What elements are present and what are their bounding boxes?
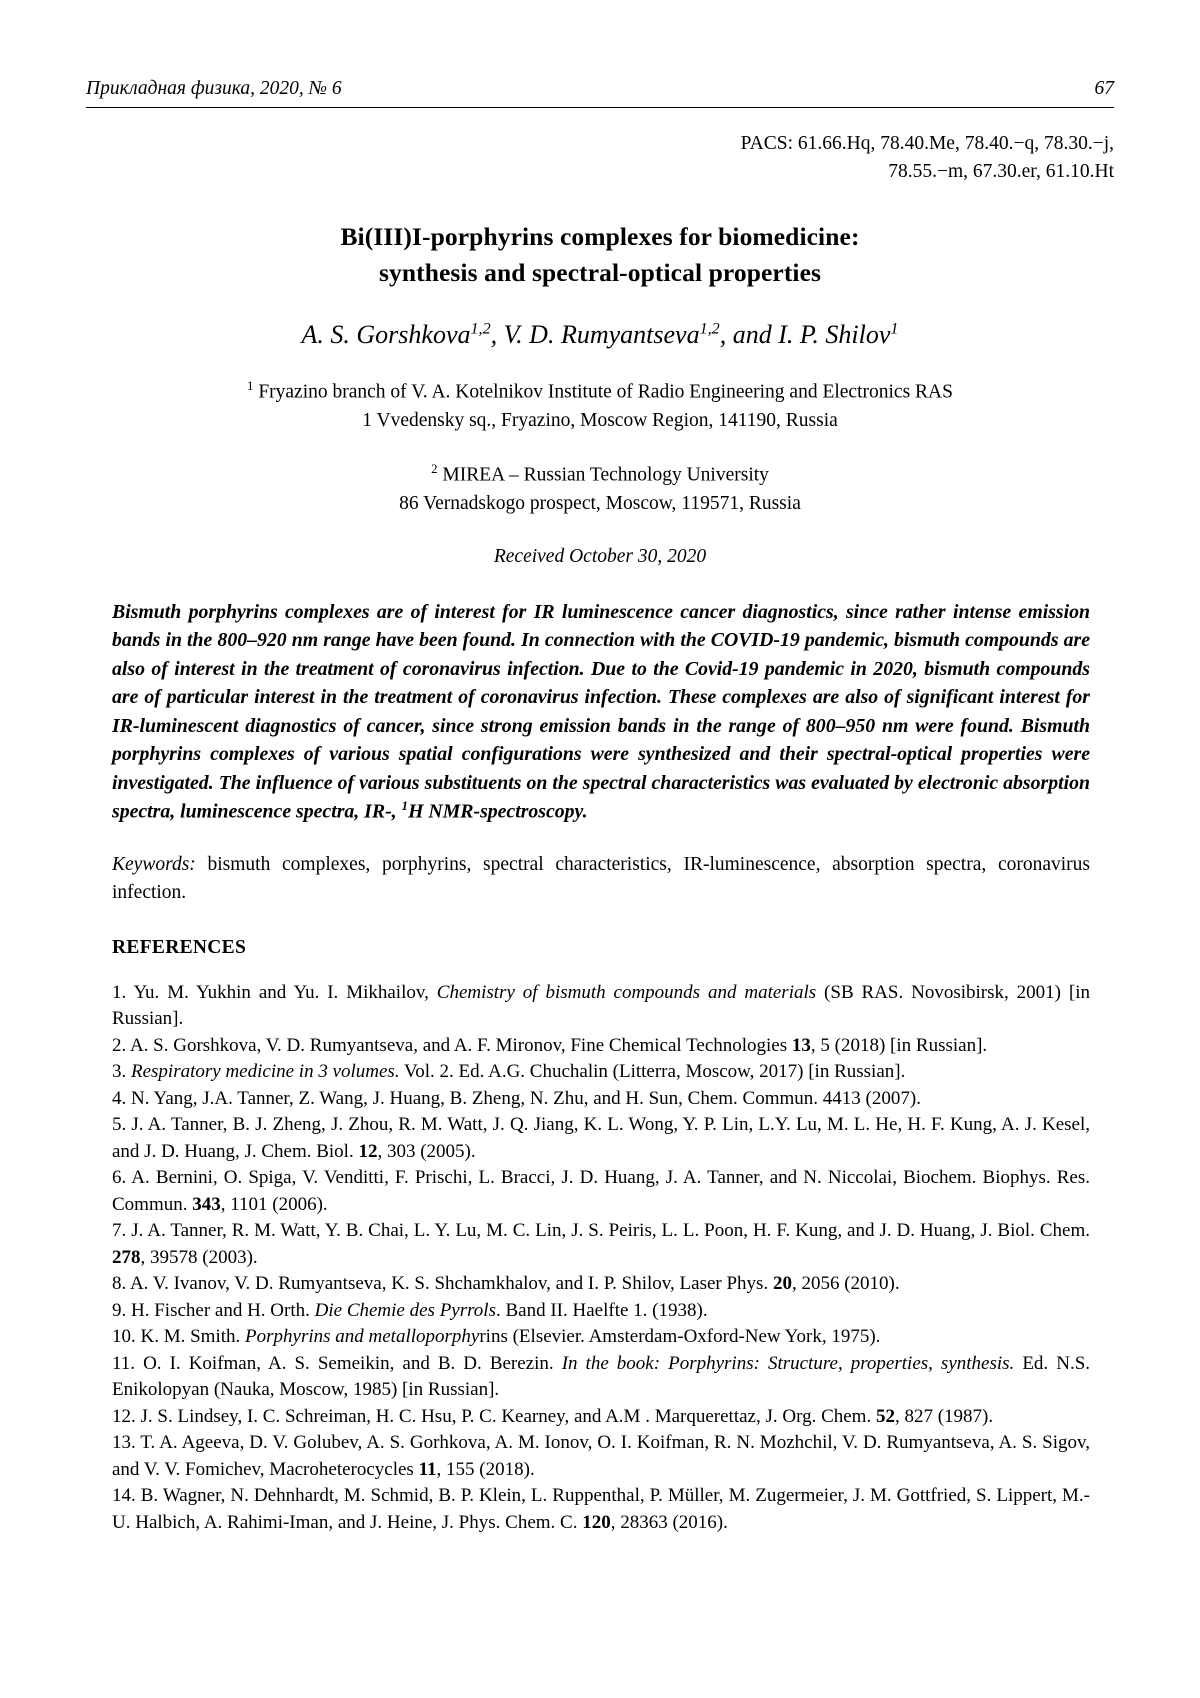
reference-text-run: . Band II. Haelfte 1. (1938). [496,1299,708,1321]
affiliation-2 [86,460,1114,518]
title-line-2: synthesis and spectral-optical properties [378,257,822,287]
reference-text-run: 278 [112,1246,141,1268]
reference-text-run: 120 [582,1511,611,1533]
reference-text-run: , 2056 (2010). [791,1273,900,1295]
affiliation-1-address: 1 Vvedensky sq., Fryazino, Moscow Region, 141190, Russia [362,409,838,431]
reference-text-run: 1. Yu. M. Yukhin and Yu. I. Mikhailov, [112,981,437,1003]
reference-text-run: In the book: Porphyrins: Structure, properties, synthesis. [561,1352,1015,1374]
author-affil-marker: 1,2 [699,320,720,338]
reference-item [112,1324,1090,1351]
reference-text-run: Chemistry of bismuth compounds and materials [436,981,817,1003]
affiliation-1-name: Fryazino branch of V. A. Kotelnikov Institute of Radio Engineering and Electronics RAS [258,381,953,403]
affiliation-1-marker: 1 [247,378,254,393]
keywords [86,851,1114,906]
reference-item [112,1112,1090,1165]
reference-item [112,1086,1090,1113]
journal-reference: Прикладная физика, 2020, № 6 [86,78,342,99]
reference-text-run: 3. [112,1061,131,1083]
header-divider [86,107,1114,108]
reference-text-run: , 827 (1987). [894,1405,994,1427]
reference-text-run: rins (Elsevier. Amsterdam-Oxford-New York, 1975). [479,1326,881,1348]
reference-list [86,980,1114,1537]
reference-text-run: 10. K. M. Smith. [112,1326,246,1348]
reference-text-run: 20 [772,1273,792,1295]
pacs-line-1: PACS: 61.66.Hq, 78.40.Me, 78.40.−q, 78.30.−j, [740,133,1114,154]
received-date: Received October 30, 2020 [493,545,707,567]
reference-text-run: Ed. N.S. Enikolopyan (Nauka, Moscow, 1985) [in Russian]. [112,1352,1091,1401]
reference-text-run: Vol. 2. Ed. A.G. Chuchalin (Litterra, Moscow, 2017) [in Russian]. [399,1061,906,1083]
reference-item [112,980,1090,1033]
running-head [86,78,1114,100]
author-affil-marker: 1 [890,320,899,338]
reference-item [112,1218,1090,1271]
affiliation-2-line-1 [86,460,1114,490]
reference-text-run: 5. J. A. Tanner, B. J. Zheng, J. Zhou, R. M. Watt, J. Q. Jiang, K. L. Wong, Y. P. Lin, L.Y. Lu, M. L. He, H. F. Kung, A. J. Kesel, and J. D. Huang, J. Chem. Biol. [112,1114,1090,1162]
reference-text-run: 11. O. I. Koifman, A. S. Semeikin, and B. D. Berezin. [112,1352,562,1374]
page-title [86,219,1114,289]
reference-item [112,1404,1090,1431]
reference-text-run: 12. J. S. Lindsey, I. C. Schreiman, H. C. Hsu, P. C. Kearney, and A.M . Marquerettaz, J. Org. Chem. [112,1405,876,1427]
reference-item [112,1033,1090,1060]
reference-text-run: , 28363 (2016). [610,1511,728,1533]
affiliation-2-name: MIREA – Russian Technology University [442,464,769,486]
reference-text-run: 11 [418,1458,437,1480]
affiliation-2-marker: 2 [431,461,438,476]
abstract-superscript: 1 [401,798,409,814]
reference-item [112,1430,1090,1483]
page-number: 67 [1094,78,1114,99]
keywords-values: bismuth complexes, porphyrins, spectral characteristics, IR-luminescence, absorption spectra, coronavirus infection. [112,854,1090,904]
reference-text-run: , 1101 (2006). [220,1193,328,1215]
abstract-text: Bismuth porphyrins complexes are of interest for IR luminescence cancer diagnostics, since rather intense emission bands in the 800–920 nm range have been found. In connection with the COVID-19 pandemic, bismuth compounds are also of interest in the treatment of coronavirus infection. Due to the Covid-19 pandemic in 2020, bismuth compounds are of particular interest in the treatment of coronavirus infection. These complexes are also of significant interest for IR-luminescent diagnostics of cancer, since strong emission bands in the range of 800–950 nm were found. Bismuth porphyrins complexes of various spatial configurations were synthesized and their spectral-optical properties were investigated. The influence of various substituents on the spectral characteristics was evaluated by electronic absorption spectra, luminescence spectra, IR-, [112,600,1090,823]
reference-text-run: 14. B. Wagner, N. Dehnhardt, M. Schmid, B. P. Klein, L. Ruppenthal, P. Müller, M. Zugermeier, J. M. Gottfried, S. Lippert, M.-U. Halbich, A. Rahimi-Iman, and J. Heine, J. Phys. Chem. C. [112,1485,1090,1533]
reference-item [112,1298,1090,1325]
reference-text-run: , 155 (2018). [436,1458,535,1480]
reference-text-run: 2. A. S. Gorshkova, V. D. Rumyantseva, and A. F. Mironov, Fine Chemical Technologies [112,1034,792,1056]
affiliation-1 [86,377,1114,435]
abstract [86,598,1114,827]
reference-text-run: 7. J. A. Tanner, R. M. Watt, Y. B. Chai, L. Y. Lu, M. C. Lin, J. S. Peiris, L. L. Poon, H. F. Kung, and J. D. Huang, J. Biol. Chem. [112,1220,1090,1242]
reference-text-run: 13. T. A. Ageeva, D. V. Golubev, A. S. Gorhkova, A. M. Ionov, O. I. Koifman, R. N. Mozhchil, V. D. Rumyantseva, A. S. Sigov, and V. V. Fomichev, Macroheterocycles [112,1432,1090,1480]
affiliation-2-address: 86 Vernadskogo prospect, Moscow, 119571, Russia [399,492,801,514]
reference-text-run: Respiratory medicine in 3 volumes. [131,1061,400,1083]
reference-text-run: 9. H. Fischer and H. Orth. [112,1299,315,1321]
keywords-label: Keywords: [112,854,196,876]
reference-item [112,1271,1090,1298]
reference-text-run: 52 [875,1405,895,1427]
reference-text-run: 4. N. Yang, J.A. Tanner, Z. Wang, J. Huang, B. Zheng, N. Zhu, and H. Sun, Chem. Commun. 4413 (2007). [112,1087,921,1109]
pacs-codes [86,130,1114,185]
reference-text-run: Porphyrins and metalloporphy [245,1326,480,1348]
reference-item [112,1483,1090,1536]
abstract-text-tail: H NMR-spectroscopy. [408,800,588,823]
reference-text-run: 343 [192,1193,221,1215]
reference-text-run: , 5 (2018) [in Russian]. [810,1034,988,1056]
reference-item [112,1059,1090,1086]
reference-text-run: Die Chemie des Pyrrols [314,1299,496,1321]
reference-text-run: 12 [358,1140,378,1162]
title-line-1: Bi(III)I-porphyrins complexes for biomedicine: [340,222,860,252]
reference-item [112,1351,1090,1404]
references-heading: REFERENCES [112,936,247,958]
reference-text-run: 13 [791,1034,811,1056]
affiliation-1-line-1 [86,377,1114,407]
author-affil-marker: 1,2 [470,320,491,338]
reference-text-run: , 39578 (2003). [140,1246,258,1268]
reference-text-run: , 303 (2005). [377,1140,476,1162]
reference-item [112,1165,1090,1218]
reference-text-run: (SB RAS. Novosibirsk, 2001) [in Russian]. [112,981,1090,1030]
reference-text-run: 6. A. Bernini, O. Spiga, V. Venditti, F. Prischi, L. Bracci, J. D. Huang, J. A. Tanner, and N. Niccolai, Biochem. Biophys. Res. Commun. [112,1167,1090,1215]
pacs-line-2: 78.55.−m, 67.30.er, 61.10.Ht [888,160,1114,182]
author-list: A. S. Gorshkova$^{1,2}$, V. D. Rumyantseva$^{1,2}$, and I. P. Shilov$^1$ [301,319,899,349]
reference-text-run: 8. A. V. Ivanov, V. D. Rumyantseva, K. S. Shchamkhalov, and I. P. Shilov, Laser Phys. [112,1273,773,1295]
